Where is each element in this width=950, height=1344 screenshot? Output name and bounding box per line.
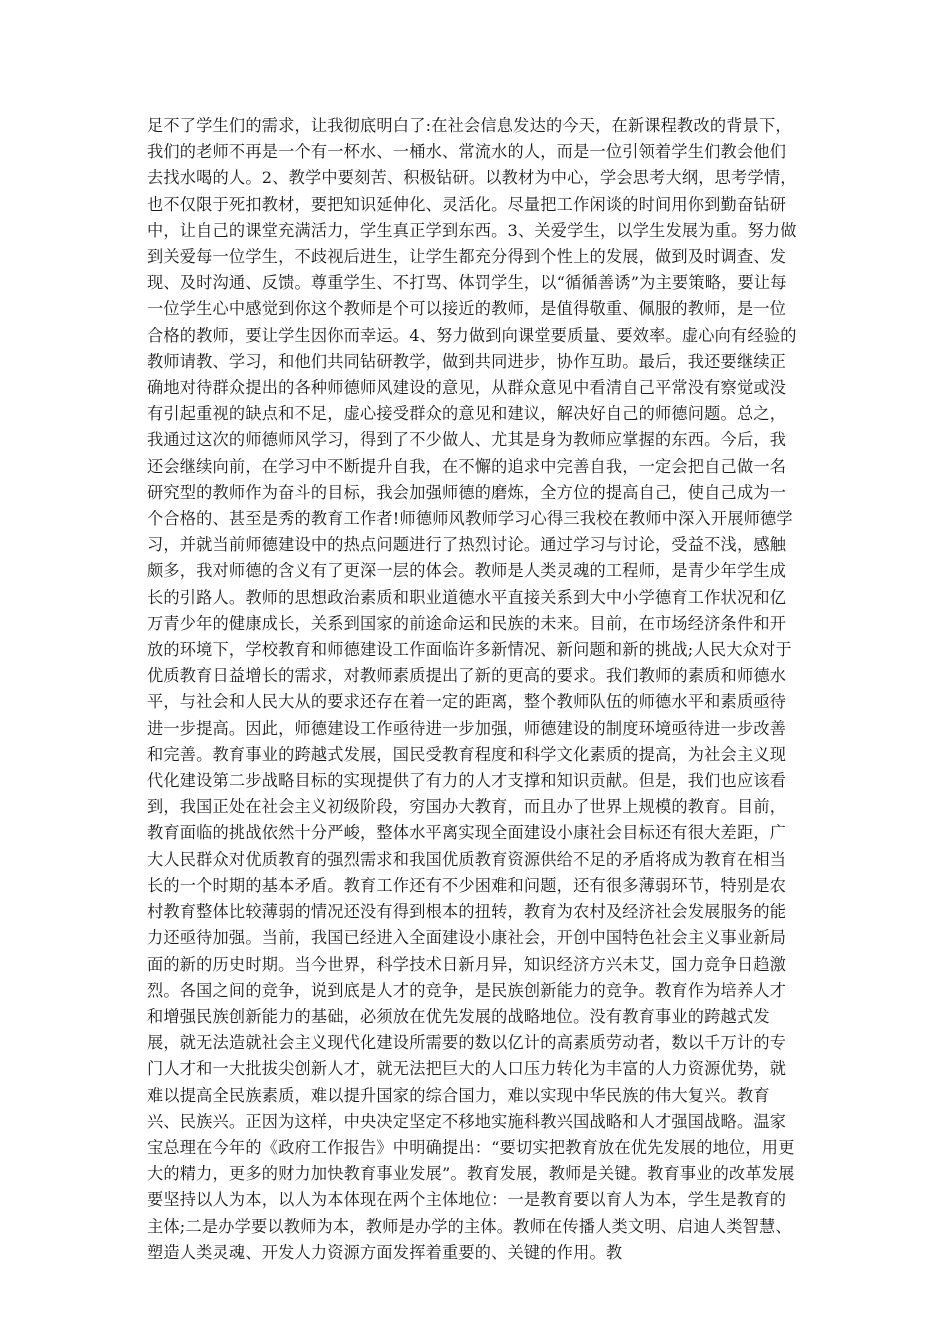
- body-paragraph: 足不了学生们的需求，让我彻底明白了:在社会信息发达的今天，在新课程教改的背景下，我们的老师不再是一个有一杯水、一桶水、常流水的人，而是一位引领着学生们教会他们去找水喝的人。2、教学中要刻苦、积极钻研。以教材为中心，学会思考大纲，思考学情，也不仅限于死扣教材，要把知识延伸化、灵活化。尽量把工作闲谈的时间用你到勤奋钻研中，让自己的课堂充满活力，学生真正学到东西。3、关爱学生，以学生发展为重。努力做到关爱每一位学生，不歧视后进生，让学生都充分得到个性上的发展，做到及时调查、发现、及时沟通、反馈。尊重学生、不打骂、体罚学生，以“循循善诱”为主要策略，要让每一位学生心中感觉到你这个教师是个可以接近的教师，是值得敬重、佩服的教师，是一位合格的教师，要让学生因你而幸运。4、努力做到向课堂要质量、要效率。虚心向有经验的教师请教、学习，和他们共同钻研教学，做到共同进步，协作互助。最后，我还要继续正确地对待群众提出的各种师德师风建设的意见，从群众意见中看清自己平常没有察觉或没有引起重视的缺点和不足，虚心接受群众的意见和建议，解决好自己的师德问题。总之，我通过这次的师德师风学习，得到了不少做人、尤其是身为教师应掌握的东西。今后，我还会继续向前，在学习中不断提升自我，在不懈的追求中完善自我，一定会把自己做一名研究型的教师作为奋斗的目标，我会加强师德的磨炼，全方位的提高自己，使自己成为一个合格的、甚至是秀的教育工作者!师德师风教师学习心得三我校在教师中深入开展师德学习，并就当前师德建设中的热点问题进行了热烈讨论。通过学习与讨论，受益不浅，感触颇多，我对师德的含义有了更深一层的体会。教师是人类灵魂的工程师，是青少年学生成长的引路人。教师的思想政治素质和职业道德水平直接关系到大中小学德育工作状况和亿万青少年的健康成长，关系到国家的前途命运和民族的未来。目前，在市场经济条件和开放的环境下，学校教育和师德建设工作面临许多新情况、新问题和新的挑战;人民大众对于优质教育日益增长的需求，对教师素质提出了新的更高的要求。我们教师的素质和师德水平，与社会和人民大从的要求还存在着一定的距离，整个教师队伍的师德水平和素质亟待进一步提高。因此，师德建设工作亟待进一步加强，师德建设的制度环境亟待进一步改善和完善。教育事业的跨越式发展，国民受教育程度和科学文化素质的提高，为社会主义现代化建设第二步战略目标的实现提供了有力的人才支撑和知识贡献。但是，我们也应该看到，我国正处在社会主义初级阶段，穷国办大教育，而且办了世界上规模的教育。目前，教育面临的挑战依然十分严峻，整体水平离实现全面建设小康社会目标还有很大差距，广大人民群众对优质教育的强烈需求和我国优质教育资源供给不足的矛盾将成为教育在相当长的一个时期的基本矛盾。教育工作还有不少困难和问题，还有很多薄弱环节，特别是农村教育整体比较薄弱的情况还没有得到根本的扭转，教育为农村及经济社会发展服务的能力还亟待加强。当前，我国已经进入全面建设小康社会，开创中国特色社会主义事业新局面的新的历史时期。当今世界，科学技术日新月异，知识经济方兴未艾，国力竞争日趋激烈。各国之间的竞争，说到底是人才的竞争，是民族创新能力的竞争。教育作为培养人才和增强民族创新能力的基础，必须放在优先发展的战略地位。没有教育事业的跨越式发展，就无法造就社会主义现代化建设所需要的数以亿计的高素质劳动者，数以千万计的专门人才和一大批拔尖创新人才，就无法把巨大的人口压力转化为丰富的人力资源优势，就难以提高全民族素质，难以提升国家的综合国力，难以实现中华民族的伟大复兴。教育兴、民族兴。正因为这样，中央决定坚定不移地实施科教兴国战略和人才强国战略。温家宝总理在今年的《政府工作报告》中明确提出：“要切实把教育放在优先发展的地位，用更大的精力，更多的财力加快教育事业发展”。教育发展，教师是关键。教育事业的改革发展要坚持以人为本，以人为本体现在两个主体地位：一是教育要以育人为本，学生是教育的主体;二是办学要以教师为本，教师是办学的主体。教师在传播人类文明、启迪人类智慧、塑造人类灵魂、开发人力资源方面发挥着重要的、关键的作用。教: [147, 116, 797, 1262]
